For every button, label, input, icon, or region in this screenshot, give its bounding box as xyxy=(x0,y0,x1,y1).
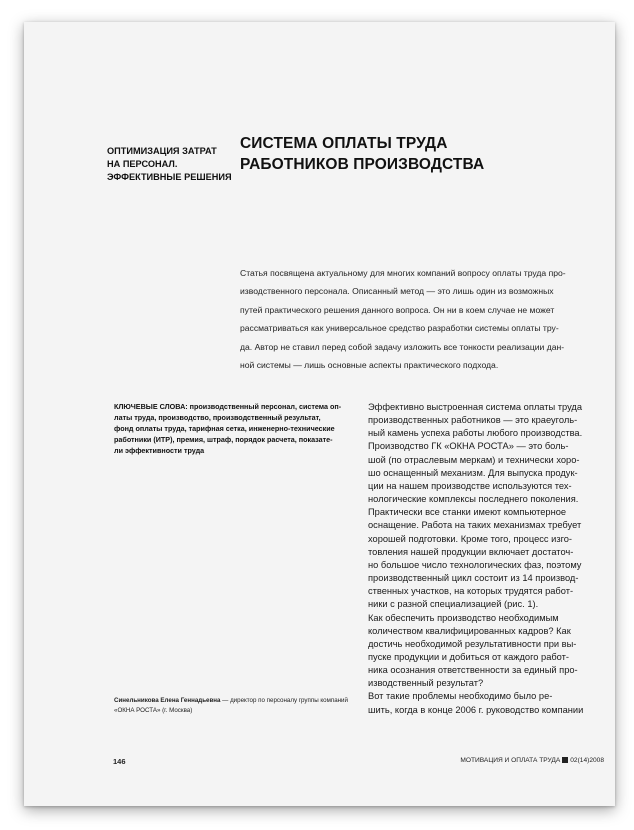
abstract-line: рассматриваться как универсальное средство разработки системы оплаты тру- xyxy=(240,323,559,334)
body-line: производственный цикл состоит из 14 производ- xyxy=(368,573,579,584)
body-line: Как обеспечить производство необходимым xyxy=(368,612,559,623)
body-line: Практически все станки имеют компьютерное xyxy=(368,507,567,518)
author-info xyxy=(114,696,354,716)
author-affiliation: «ОКНА РОСТА» (г. Москва) xyxy=(114,707,193,714)
body-line: достичь необходимой результативности при вы- xyxy=(368,638,577,649)
journal-name: МОТИВАЦИЯ И ОПЛАТА ТРУДА xyxy=(460,757,561,764)
article-title xyxy=(240,133,600,175)
body-line: шить, когда в конце 2006 г. руководство компании xyxy=(368,704,584,715)
article-abstract xyxy=(240,264,600,374)
body-line: ный камень успеха работы любого производства. xyxy=(368,428,583,439)
section-label-line: НА ПЕРСОНАЛ. xyxy=(107,159,178,169)
abstract-line: путей практического решения данного вопроса. Он ни в коем случае не может xyxy=(240,304,555,315)
abstract-line: ной системы — лишь основные аспекты практического подхода. xyxy=(240,360,499,371)
author-name: Синельникова Елена Геннадьевна xyxy=(114,697,221,704)
section-label xyxy=(107,145,232,184)
square-bullet-icon xyxy=(562,757,568,763)
body-line: Производство ГК «ОКНА РОСТА» — это боль- xyxy=(368,441,569,452)
abstract-line: изводственного персонала. Описанный метод — это лишь один из возможных xyxy=(240,286,554,297)
body-line: изводственный результат? xyxy=(368,678,484,689)
journal-issue: 02(14)2008 xyxy=(570,757,604,764)
keywords-block xyxy=(114,401,352,456)
body-line: ции на нашем производстве используются тех- xyxy=(368,480,572,491)
body-line: количеством квалифицированных кадров? Как xyxy=(368,625,571,636)
abstract-line: Статья посвящена актуальному для многих компаний вопросу оплаты труда про- xyxy=(240,268,566,278)
body-line: ственных участков, на которых трудятся работ- xyxy=(368,586,574,597)
page-number: 146 xyxy=(113,757,126,766)
body-line: пуске продукции и добиться от каждого работ- xyxy=(368,651,570,662)
article-body xyxy=(368,401,604,717)
article-title-line: СИСТЕМА ОПЛАТЫ ТРУДА xyxy=(240,135,448,152)
magazine-page xyxy=(24,22,615,806)
author-role: — директор по персоналу группы компаний xyxy=(220,697,348,704)
article-title-line: РАБОТНИКОВ ПРОИЗВОДСТВА xyxy=(240,156,485,173)
section-label-line: ОПТИМИЗАЦИЯ ЗАТРАТ xyxy=(107,146,217,156)
body-line: шо оснащенный механизм. Для выпуска продук- xyxy=(368,467,578,478)
body-line: товления нашей продукции включает достаточ- xyxy=(368,546,574,557)
section-label-line: ЭФФЕКТИВНЫЕ РЕШЕНИЯ xyxy=(107,172,232,182)
keywords-line: фонд оплаты труда, тарифная сетка, инженерно-технические xyxy=(114,424,335,433)
keywords-line: ли эффективности труда xyxy=(114,446,205,455)
body-line: Вот такие проблемы необходимо было ре- xyxy=(368,691,553,702)
body-line: ника осознания ответственности за единый про- xyxy=(368,665,578,676)
keywords-line: работники (ИТР), премия, штраф, порядок расчета, показате- xyxy=(114,435,333,444)
abstract-line: да. Автор не ставил перед собой задачу изложить все тонкости реализации дан- xyxy=(240,341,565,352)
body-line: Эффективно выстроенная система оплаты труда xyxy=(368,402,583,412)
body-line: хорошей подготовки. Кроме того, процесс изго- xyxy=(368,533,573,544)
body-line: но большое число технологических фаз, поэтому xyxy=(368,559,582,570)
body-line: оснащение. Работа на таких механизмах требует xyxy=(368,520,582,531)
keywords-line: латы труда, производство, производственный результат, xyxy=(114,413,321,422)
journal-footer xyxy=(454,757,604,764)
body-line: ники с разной специализацией (рис. 1). xyxy=(368,599,539,610)
body-line: шой (по отраслевым меркам) и технически хоро- xyxy=(368,454,580,465)
author-line xyxy=(114,696,354,706)
body-line: производственных работников — это краеуголь- xyxy=(368,415,578,426)
keywords-line: КЛЮЧЕВЫЕ СЛОВА: производственный персонал, система оп- xyxy=(114,402,342,411)
body-line: нологические комплексы последнего поколения. xyxy=(368,494,579,505)
